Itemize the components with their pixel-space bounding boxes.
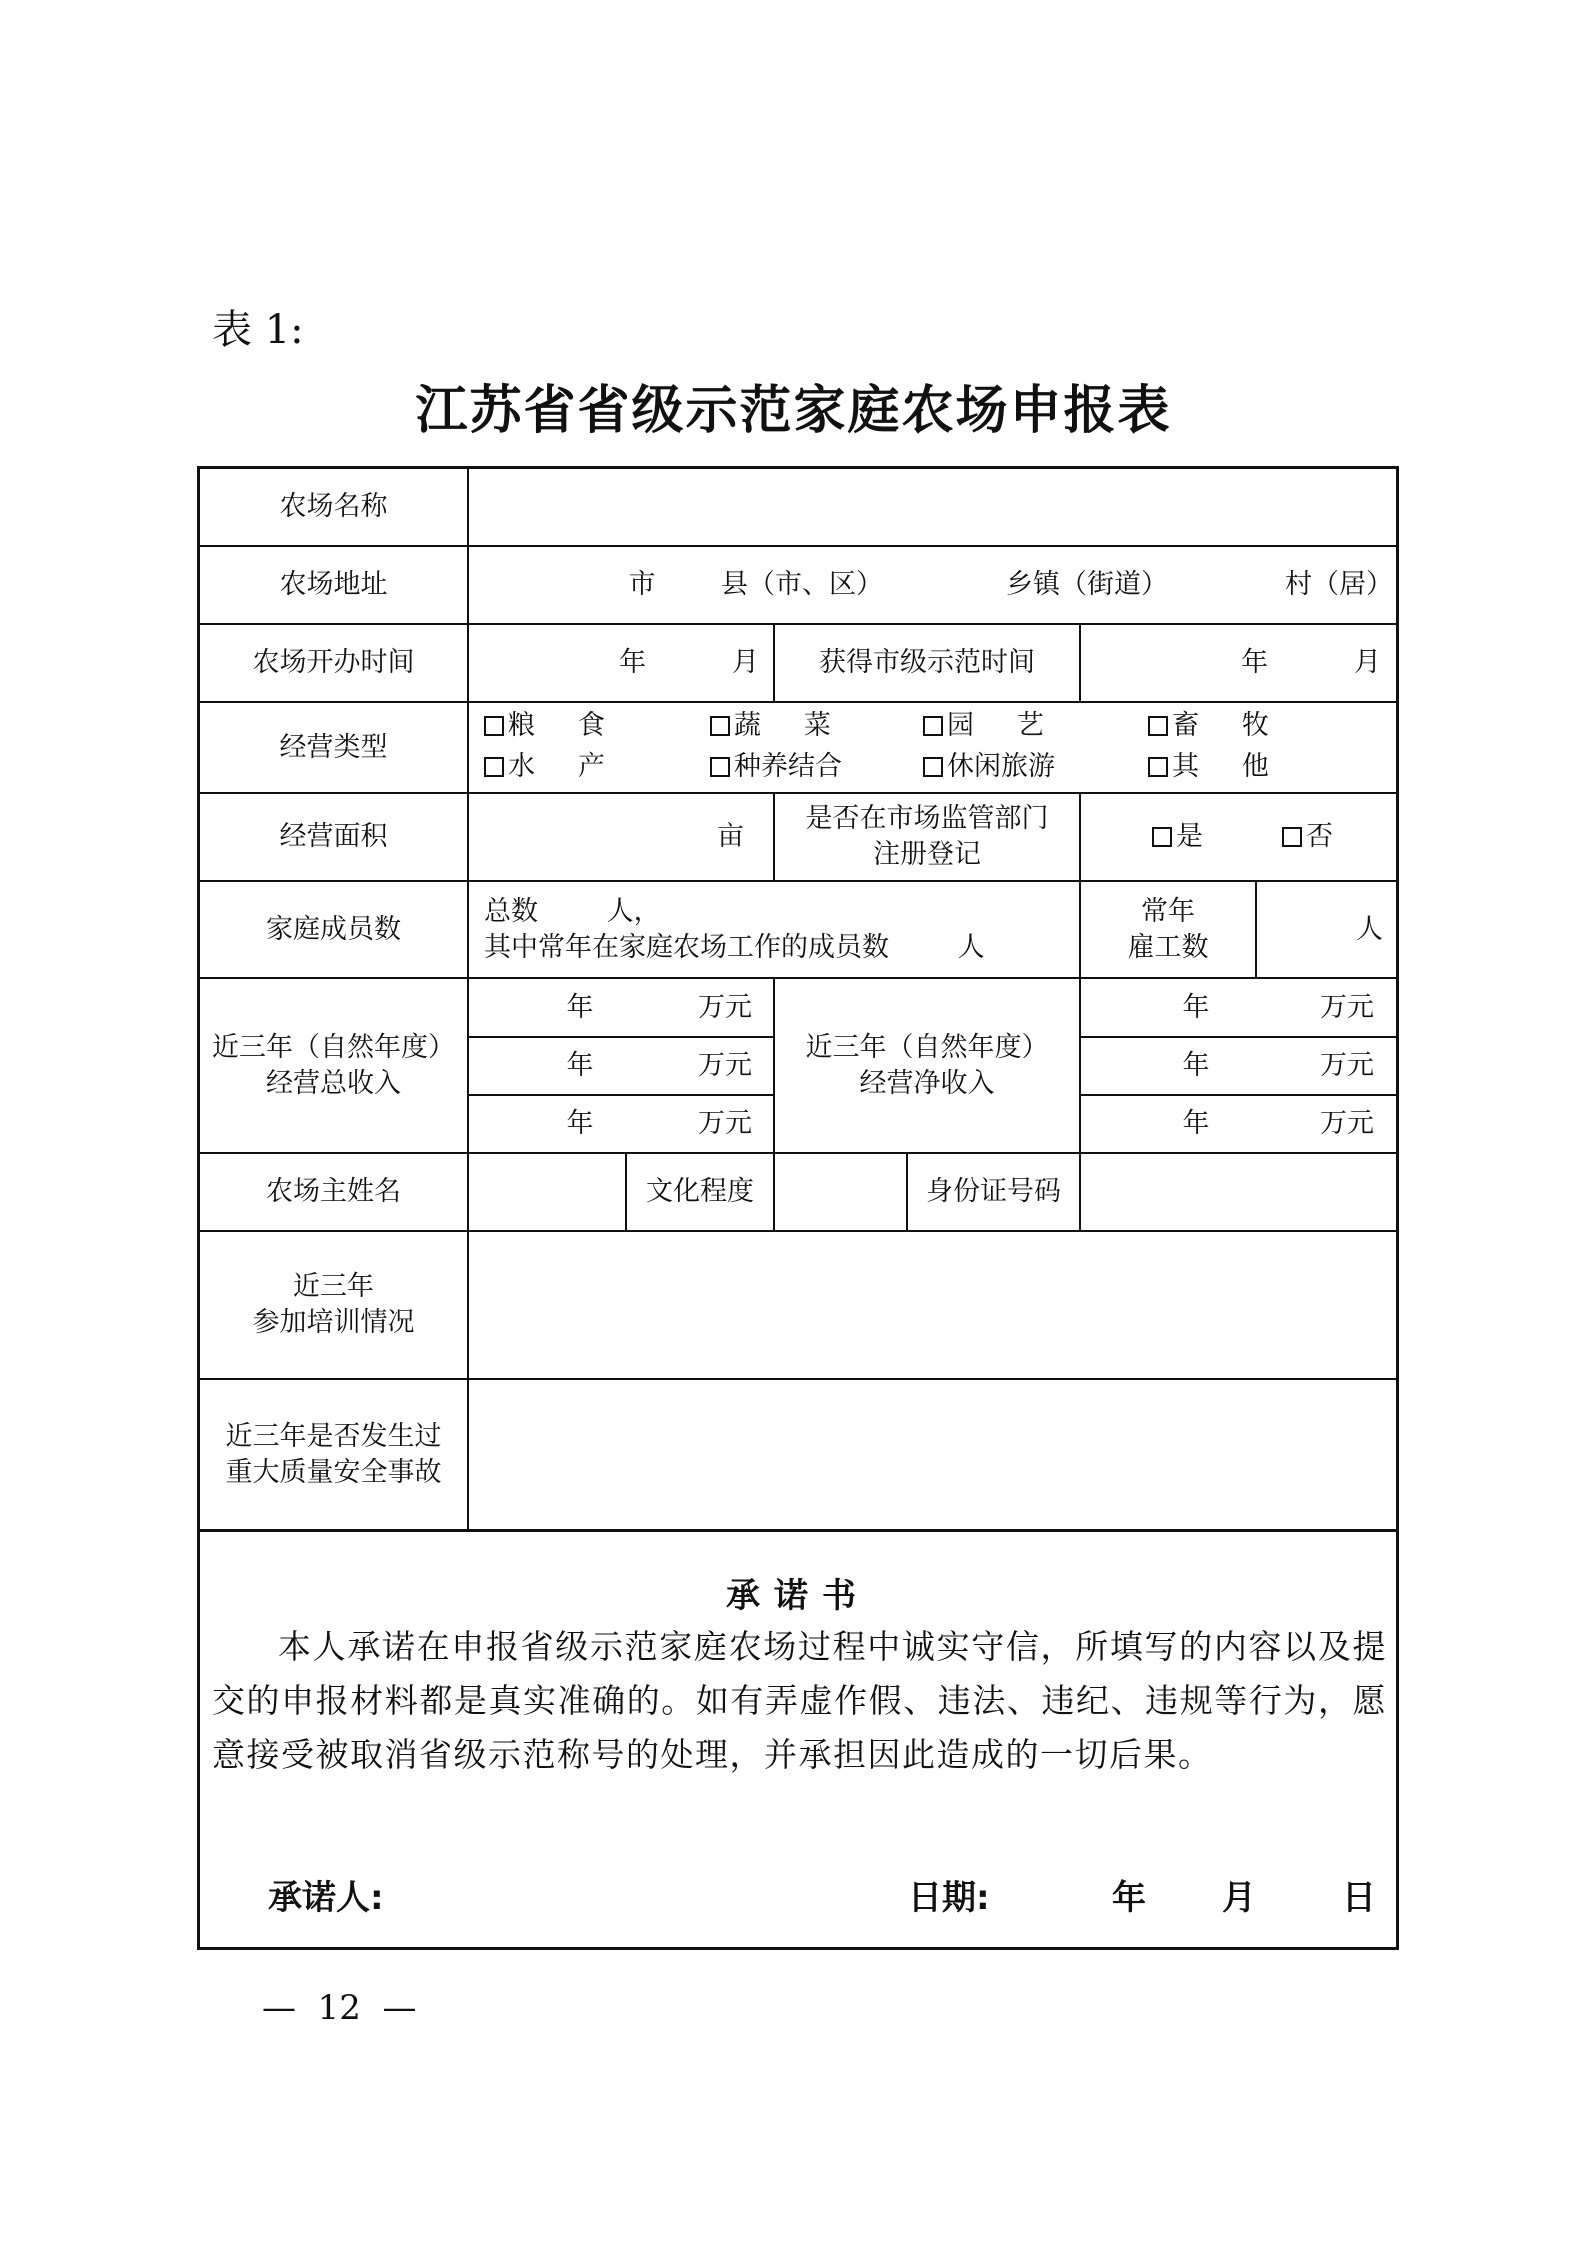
id-number-field[interactable]	[1081, 1154, 1396, 1230]
farm-name-field[interactable]	[469, 469, 1396, 545]
net-money-3: 万元	[1320, 1108, 1374, 1139]
date-day: 日	[1342, 1878, 1376, 1918]
signer-label: 承诺人:	[268, 1878, 384, 1918]
registered-label: 是否在市场监管部门 注册登记	[805, 803, 1049, 870]
option-livestock[interactable]: 畜 牧	[1148, 708, 1269, 744]
page-title: 江苏省省级示范家庭农场申报表	[415, 381, 1172, 441]
accident-label: 近三年是否发生过 重大质量安全事故	[225, 1420, 442, 1488]
option-vegetable[interactable]: 蔬 菜	[710, 708, 831, 744]
net-year-1: 年	[1182, 991, 1210, 1023]
address-village: 村（居）	[1285, 569, 1393, 600]
hired-label: 常年 雇工数	[1127, 895, 1209, 963]
start-time-label: 农场开办时间	[252, 647, 415, 678]
option-leisure-tourism[interactable]: 休闲旅游	[923, 749, 1055, 785]
business-type-label: 经营类型	[279, 731, 388, 763]
gross-money-2: 万元	[698, 1050, 752, 1081]
education-label: 文化程度	[646, 1176, 754, 1207]
city-demo-time-field[interactable]: 年 月	[1241, 647, 1381, 678]
training-field[interactable]	[469, 1232, 1396, 1378]
checkbox-icon	[710, 716, 730, 736]
farm-address-label: 农场地址	[279, 569, 388, 600]
page-number: — 12 —	[262, 1988, 417, 2028]
option-grain[interactable]: 粮 食	[484, 708, 605, 744]
option-no[interactable]: 否	[1282, 819, 1333, 855]
pledge-body: 本人承诺在申报省级示范家庭农场过程中诚实守信，所填写的内容以及提交的申报材料都是真实准确的。如有弄虚作假、违法、违纪、违规等行为，愿意接受被取消省级示范称号的处理，并承担因此造成的一切后果。	[212, 1627, 1387, 1774]
id-number-label: 身份证号码	[926, 1176, 1061, 1207]
checkbox-icon	[484, 757, 504, 777]
net-money-1: 万元	[1320, 991, 1374, 1023]
checkbox-icon	[710, 757, 730, 777]
owner-name-label: 农场主姓名	[266, 1176, 401, 1207]
checkbox-icon	[484, 716, 504, 736]
training-label: 近三年 参加培训情况	[252, 1271, 415, 1338]
gross-year-1: 年	[566, 991, 594, 1023]
owner-name-field[interactable]	[469, 1154, 625, 1230]
hired-field[interactable]: 人	[1356, 913, 1383, 945]
table-label: 表 1:	[212, 307, 304, 353]
gross-money-1: 万元	[698, 991, 752, 1023]
city-demo-time-label: 获得市级示范时间	[819, 647, 1035, 678]
address-city: 市	[628, 569, 656, 600]
option-yes[interactable]: 是	[1152, 819, 1203, 855]
option-aquatic[interactable]: 水 产	[484, 749, 605, 785]
net-income-label: 近三年（自然年度） 经营净收入	[805, 1031, 1049, 1099]
net-year-3: 年	[1182, 1108, 1210, 1139]
area-label: 经营面积	[279, 821, 388, 852]
checkbox-icon	[923, 716, 943, 736]
date-label: 日期:	[908, 1878, 990, 1918]
gross-year-2: 年	[566, 1050, 594, 1081]
checkbox-icon	[1148, 757, 1168, 777]
education-field[interactable]	[775, 1154, 906, 1230]
checkbox-icon	[1152, 827, 1172, 847]
option-horticulture[interactable]: 园 艺	[923, 708, 1044, 744]
net-money-2: 万元	[1320, 1050, 1374, 1081]
option-other[interactable]: 其 他	[1148, 749, 1269, 785]
checkbox-icon	[1282, 827, 1302, 847]
family-members-label: 家庭成员数	[266, 913, 401, 945]
net-year-2: 年	[1182, 1050, 1210, 1081]
address-county: 县（市、区）	[721, 569, 883, 600]
date-month: 月	[1222, 1878, 1256, 1918]
farm-name-label: 农场名称	[279, 491, 388, 522]
option-crop-livestock[interactable]: 种养结合	[710, 749, 842, 785]
checkbox-icon	[1148, 716, 1168, 736]
gross-money-3: 万元	[698, 1108, 752, 1139]
family-members-field[interactable]: 总数 人， 其中常年在家庭农场工作的成员数 人	[484, 895, 985, 963]
start-time-field[interactable]: 年 月	[619, 647, 759, 678]
date-year: 年	[1112, 1878, 1146, 1918]
pledge-title: 承诺书	[726, 1576, 870, 1616]
checkbox-icon	[923, 757, 943, 777]
address-town: 乡镇（街道）	[1006, 569, 1168, 600]
area-field[interactable]: 亩	[717, 821, 744, 852]
accident-field[interactable]	[469, 1380, 1396, 1529]
gross-income-label: 近三年（自然年度） 经营总收入	[212, 1031, 455, 1099]
gross-year-3: 年	[566, 1108, 594, 1139]
